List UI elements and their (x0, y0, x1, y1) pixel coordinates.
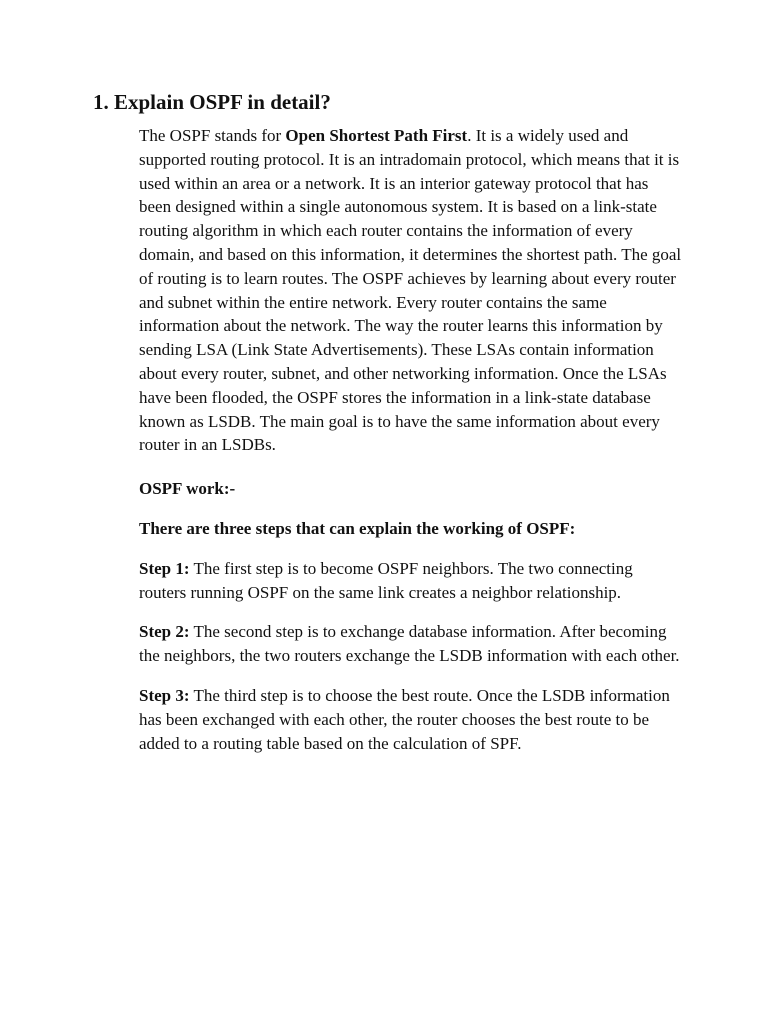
ospf-full-form: Open Shortest Path First (285, 126, 468, 145)
step-3-paragraph (139, 684, 684, 755)
answer-body (139, 124, 684, 771)
step-1-paragraph (139, 557, 684, 605)
question-heading: 1. Explain OSPF in detail? (93, 90, 331, 114)
step-1-label: Step 1: (139, 558, 190, 578)
ospf-work-title: OSPF work:- (139, 479, 236, 499)
step-2-text: The second step is to exchange database information. After becoming the neighbors, the two routers exchange the LSDB information with each other. (139, 622, 680, 666)
intro-text-rest: . It is a widely used and supported routing protocol. It is an intradomain protocol, which means that it is used within an area or a network. It is an interior gateway protocol that has been designed within a single autonomous system. It is based on a link-state routing algorithm in which each router contains the information of every domain, and based on this information, it determines the shortest path. The goal of routing is to learn routes. The OSPF achieves by learning about every router and subnet within the entire network. Every router contains the same information about the network. The way the router learns this information by sending LSA (Link State Advertisements). These LSAs contain information about every router, subnet, and other networking information. Once the LSAs have been flooded, the OSPF stores the information in a link-state database known as LSDB. The main goal is to have the same information about every router in an LSDBs. (139, 126, 682, 455)
step-2-label: Step 2: (139, 622, 190, 642)
step-3-text: The third step is to choose the best route. Once the LSDB information has been exchanged with each other, the router chooses the best route to be added to a routing table based on the calculation of SPF. (139, 685, 670, 753)
step-3-label: Step 3: (139, 685, 190, 705)
step-2-paragraph (139, 620, 684, 668)
intro-paragraph (139, 124, 684, 457)
step-1-text: The first step is to become OSPF neighbors. The two connecting routers running OSPF on the same link creates a neighbor relationship. (139, 558, 633, 602)
steps-intro: There are three steps that can explain the working of OSPF: (139, 518, 576, 538)
intro-text-start: The OSPF stands for (139, 126, 286, 145)
